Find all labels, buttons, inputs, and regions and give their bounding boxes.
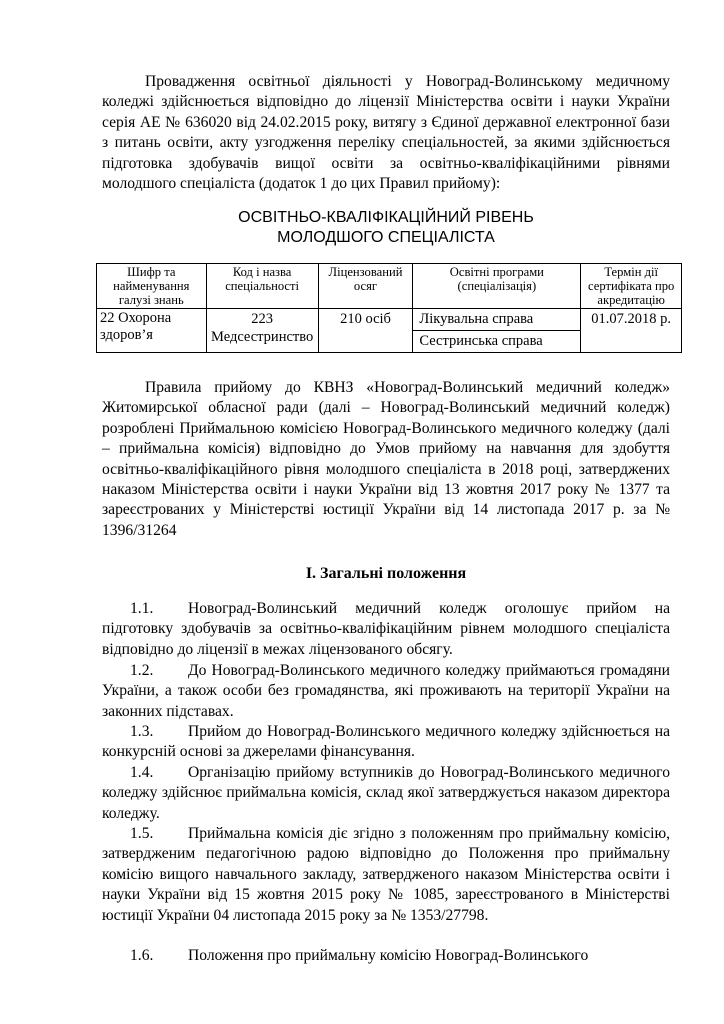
table-title xyxy=(102,208,670,248)
header-volume: Ліцензований осяг xyxy=(318,264,413,309)
item-text: Приймальна комісія діє згідно з положенням про приймальну комісію, затвердженим педагогічною радою відповідно до Положення про приймальну комісію вищого навчального закладу, затвердженого наказом Міністерства освіти і науки України від 15 жовтня 2015 року № 1085, зареєстрованого в Міністерстві юстиції України 04 листопада 2015 року за № 1353/27798. xyxy=(102,825,670,924)
header-specialty: Код і назва спеціальності xyxy=(206,264,318,309)
item-number: 1.1. xyxy=(130,600,154,617)
item-number: 1.5. xyxy=(130,825,154,842)
cell-program-2: Сестринська справа xyxy=(413,331,581,353)
list-item xyxy=(102,763,670,824)
item-number: 1.2. xyxy=(130,662,154,679)
list-item xyxy=(102,946,670,966)
item-text: Організацію прийому вступників до Новоград-Волинського медичного коледжу здійснює приймальна комісія, склад якої затверджується наказом директора коледжу. xyxy=(102,764,670,822)
cell-volume: 210 осіб xyxy=(318,309,413,353)
cell-specialty-code: 223 xyxy=(251,311,273,327)
intro-paragraph: Провадження освітньої діяльності у Новоград-Волинському медичному коледжі здійснюється відповідно до ліцензії Міністерства освіти і науки України серія АЕ № 636020 від 24.02.2015 року, витягу з Єдиної державної електронної бази з питань освіти, акту узгодження переліку спеціальностей, за якими здійснюється підготовка здобувачів вищої освіти за освітньо-кваліфікаційними рівнями молодшого спеціаліста (додаток 1 до цих Правил прийому): xyxy=(102,73,670,193)
item-number: 1.6. xyxy=(130,947,154,964)
item-text: До Новоград-Волинського медичного коледжу приймаються громадяни України, а також особи без громадянства, які проживають на території України на законних підставах. xyxy=(102,662,670,720)
specialty-table xyxy=(96,263,682,353)
item-text: Новоград-Волинський медичний коледж оголошує прийом на підготовку здобувачів за освітньо-кваліфікаційним рівнем молодшого спеціаліста відповідно до ліцензії в межах ліцензованого обсягу. xyxy=(102,600,670,658)
cell-specialty xyxy=(206,309,318,353)
cell-specialty-name: Медсестринство xyxy=(211,329,314,345)
header-term: Термін дії сертифіката про акредитацію xyxy=(581,264,682,309)
item-text: Положення про приймальну комісію Новоград-Волинського xyxy=(188,947,589,964)
section-title: I. Загальні положення xyxy=(305,565,467,582)
rules-paragraph: Правила прийому до КВНЗ «Новоград-Волинський медичний коледж» Житомирської обласної ради (далі – Новоград-Волинський медичний коледж) розроблені Приймальною комісією Новоград-Волинського медичного коледжу (далі – приймальна комісія) відповідно до Умов прийому на навчання для здобуття освітньо-кваліфікаційного рівня молодшого спеціаліста в 2018 році, затверджених наказом Міністерства освіти і науки України від 13 жовтня 2017 року № 1377 та зареєстрованих у Міністерстві юстиції України від 14 листопада 2017 р. за № 1396/31264 xyxy=(102,379,670,539)
item-number: 1.3. xyxy=(130,723,154,740)
table-row xyxy=(97,309,682,331)
header-field: Шифр та найменування галузі знань xyxy=(97,264,207,309)
table-header-row xyxy=(97,264,682,309)
cell-field: 22 Охорона здоров’я xyxy=(97,309,207,353)
list-item xyxy=(102,722,670,763)
table-title-line-1: ОСВІТНЬО-КВАЛІФІКАЦІЙНИЙ РІВЕНЬ xyxy=(238,209,534,226)
list-item xyxy=(102,599,670,660)
list-item xyxy=(102,824,670,926)
list-item xyxy=(102,661,670,722)
item-text: Прийом до Новоград-Волинського медичного коледжу здійснюється на конкурсній основі за джерелами фінансування. xyxy=(102,723,670,761)
cell-program-1: Лікувальна справа xyxy=(413,309,581,331)
header-programs: Освітні програми (спеціалізація) xyxy=(413,264,581,309)
cell-term: 01.07.2018 р. xyxy=(581,309,682,353)
item-number: 1.4. xyxy=(130,764,154,781)
table-title-line-2: МОЛОДШОГО СПЕЦІАЛІСТА xyxy=(277,229,495,246)
